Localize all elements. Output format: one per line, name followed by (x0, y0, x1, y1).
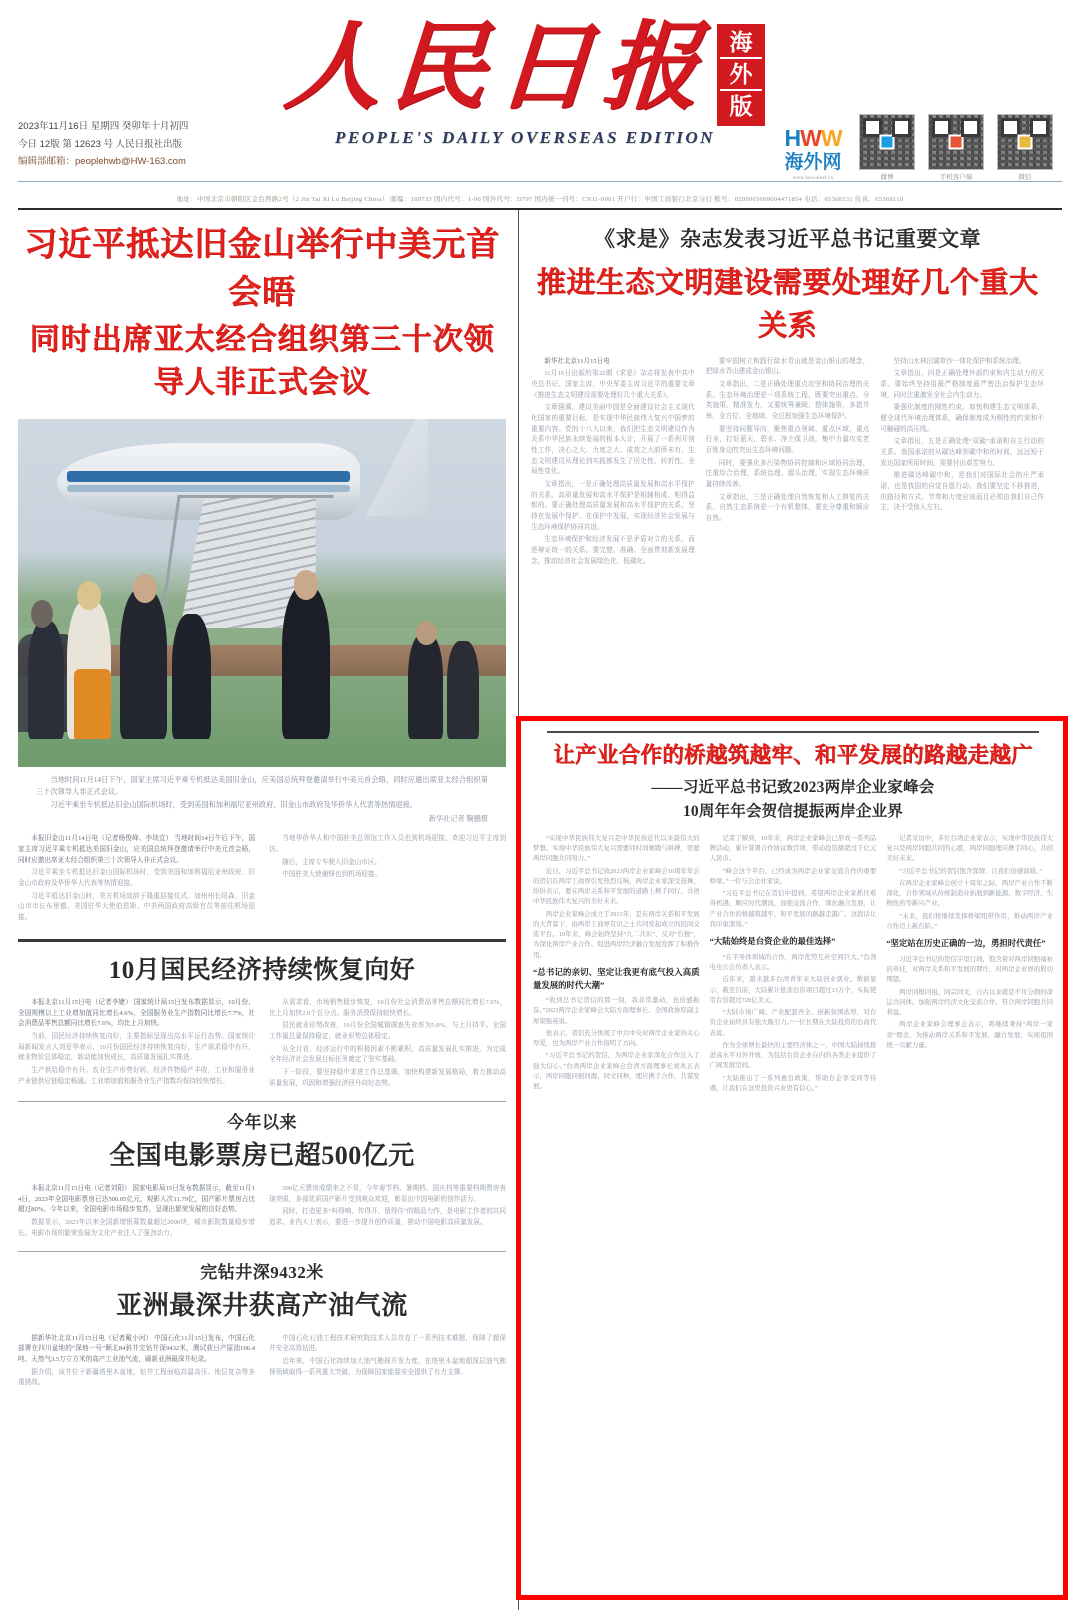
story-3-col-2 (269, 1334, 506, 1391)
redbox-subtitle-line1: ——习近平总书记致2023两岸企业家峰会 (651, 778, 935, 796)
qr-center-weibo (880, 135, 895, 150)
hww-url: www.haiwainet.cn (792, 176, 834, 181)
figure-2-head (77, 581, 101, 611)
qr-image-app (928, 114, 984, 170)
hww-name-cn: 海外网 (784, 152, 842, 174)
story-paragraph: 从需求看，市场销售稳步恢复，10月份社会消费品零售总额同比增长7.6%，比上月加快2.0个百分点。服务消费保持较快增长。 (269, 999, 506, 1017)
lead-headline[interactable] (18, 210, 506, 405)
lead-paragraph: 习近平抵达旧金山时，美方机场致辞于隆重迎接仪式。加州州长纽森、旧金山市市长布里德、美国驻华大使伯恩斯、中美两国政府高级官员等前往机场迎接。 (18, 892, 255, 921)
story-2-col-2 (269, 1184, 506, 1241)
qr-center-wechat (1018, 135, 1033, 150)
qr-center-app (949, 135, 964, 150)
story-1-col-1 (18, 998, 255, 1091)
story-1-col-2 (269, 998, 506, 1091)
publication-info (18, 18, 273, 171)
story-paragraph: 生产供给稳中有升。农业生产形势好转，经济作物稳产丰收，工业和服务业产业链供应链稳定畅通。工业增加值和服务业生产指数均保持较快增长。 (18, 1067, 255, 1085)
redbox-paragraph: 记者了解到，10年来，两岸企业家峰会已形成一系列品牌活动，累计签署合作协议数百项，带动投资额超过千亿元人民币。 (709, 834, 877, 863)
hww-letters (784, 125, 841, 152)
right-paragraph: 要强化制度的刚性约束，加快构建生态文明体系，健全现代环境治理体系，确保制度成为刚性的约束和不可触碰的高压线。 (880, 404, 1045, 433)
right-body-col-2 (706, 357, 870, 570)
right-paragraph: 要坚持问题导向，聚焦重点领域、重点区域、重点行业，打好蓝天、碧水、净土保卫战，集中力量攻克老百姓身边的突出生态环境问题。 (705, 425, 870, 454)
redbox-paragraph: 他表示，贺信充分体现了中共中央对两岸企业家的关心厚爱，也为两岸产业合作指明了方向。 (533, 1029, 700, 1048)
story-3-body (18, 1334, 506, 1391)
story-paragraph: 中国石化石油工程技术研究院技术人员攻克了一系列技术难题，保障了超深井安全高效钻进。 (269, 1334, 506, 1353)
lead-paragraph: 中国驻美大使谢锋也到机场迎接。 (282, 871, 382, 879)
right-paragraph: 文章指出，二是正确处理重点攻坚和协同治理的关系。生态环境治理是一项系统工程，既要突出重点、分类施策、精准发力，又要统筹兼顾、整体施策、多措并举，全方位、全地域、全过程加强生态环境保护。 (705, 380, 870, 420)
redbox-subtitle-line2: 10周年年会贺信提振两岸企业界 (682, 802, 903, 820)
right-headline: 推进生态文明建设需要处理好几个重大关系 (536, 266, 1039, 342)
story-paragraph: 据介绍，该井位于新疆塔里木盆地，钻井工程面临高温高压、地层复杂等多重挑战。 (18, 1368, 255, 1387)
right-dateline: 新华社北京11月15日电 (544, 357, 610, 365)
hww-logo[interactable] (777, 125, 849, 181)
figure-1-head (31, 600, 53, 628)
redbox-paragraph: 作为全球增长最快的主要经济体之一，中国大陆持续推进高水平对外开放，为包括台资企业在内的各类企业提供了广阔发展空间。 (709, 1041, 877, 1070)
redbox-paragraph: 在两岸企业家峰会创立十周年之际，两岸产业合作不断深化，合作领域从传统制造业拓展到新能源、数字经济、生物医药等新兴产业。 (886, 879, 1054, 908)
redbox-paragraph: “峰会这个平台，已经成为两岸企业家交流合作的重要桥梁。”一位与会企业家说。 (709, 867, 877, 885)
lead-paragraph: 本报旧金山11月14日电（记者杨俊峰、李琰宜） 当地时间14日午后下午，国家主席习近平乘专机抵达美国旧金山，应美国总统拜登邀请举行中美元首会晤，同时应邀出席亚太经合组织第三十次领导人非正式会议。 (18, 835, 255, 864)
redbox-paragraph: “在半导体领域的合作，两岸优势互补空间巨大。”台湾电电公会负责人表示。 (709, 953, 877, 972)
newspaper-title-en: PEOPLE'S DAILY OVERSEAS EDITION (335, 128, 715, 147)
right-paragraph: 要牢固树立和践行绿水青山就是金山银山的理念，把绿水青山建成金山银山。 (705, 357, 870, 376)
lead-headline-line2: 同时出席亚太经合组织第三十次领导人非正式会议 (29, 322, 495, 400)
redbox-paragraph: 近日，习近平总书记致2023两岸企业家峰会10周年年会的贺信在两岸工商界引发热烈反响，两岸企业家深受鼓舞，纷纷表示，要在两岸关系和平发展的道路上携手同行，共创中华民族伟大复兴的美好未来。 (533, 867, 700, 906)
lead-paragraph: 当地华侨华人和中国驻美总领馆工作人员也到机场迎接，欢迎习近平主席到访。 (269, 835, 506, 853)
qr-code-wechat[interactable] (994, 114, 1056, 181)
right-paragraph: 文章指出，一是正确处理高质量发展和高水平保护的关系。高质量发展和高水平保护是相辅相成、相得益彰的。要正确处理高质量发展和高水平保护的关系，坚持在发展中保护、在保护中发展，实现经济社会发展与生态环境保护协同共进。 (531, 480, 695, 531)
story-paragraph: 从全月看，经济运行中的积极因素不断累积，高质量发展扎实推进，为完成全年经济社会发展目标任务奠定了坚实基础。 (269, 1045, 506, 1064)
redbox-paragraph: “习近平总书记的贺信饱含深情，让我们倍感温暖。” (899, 867, 1043, 875)
right-paragraph: 文章指出，五是正确处理“双碳”承诺和自主行动的关系。我国承诺的从碳达峰到碳中和的时间，远远短于发达国家所用时间，需要付出艰苦努力。 (880, 438, 1045, 467)
right-headline-block[interactable] (531, 210, 1044, 349)
masthead-digital-block (777, 18, 1062, 181)
figure-3 (120, 589, 166, 739)
figure-7 (447, 641, 479, 738)
lead-photo (18, 419, 506, 767)
redbox-subtitle (533, 776, 1053, 824)
plane-stripe-blue (67, 471, 350, 482)
redbox-paragraph: “大陆市场广阔、产业配套齐全、创新氛围浓厚，对台资企业始终具有强大吸引力。”一位长期在大陆投资的台商代表说。 (709, 1009, 877, 1037)
story-paragraph: 本报北京11月15日电（记者刘阳） 国家电影局15日发布数据显示，截至11月14日，2023年全国电影票房已达500.05亿元，观影人次11.79亿，国产影片票房占比超过80%。今年以来，全国电影市场稳步复苏，呈现出繁荣发展的良好态势。 (18, 1184, 255, 1214)
publication-issue: 今日 12版 第 12623 号 人民日报社出版 (18, 138, 183, 150)
redbox-paragraph: “未来，我们将继续发挥桥梁纽带作用，推动两岸产业合作迈上新台阶。” (886, 912, 1054, 930)
story-paragraph: 下一阶段，要坚持稳中求进工作总基调，加快构建新发展格局，着力推动高质量发展，巩固和增强经济回升向好态势。 (269, 1069, 506, 1087)
redbox-paragraph: “习近平总书记在贺信中提到，希望两岸企业家抓住难得机遇，顺应时代潮流，加强交流合作，深化融合发展，让产业合作的桥越筑越牢、和平发展的路越走越广。这段话让我印象深刻。” (709, 890, 877, 928)
story-paragraph: 同时，打造更多“叫得响、传得开、留得住”的精品力作，是电影工作者的共同追求。业内人士表示，要进一步提升创作质量，推动中国电影高质量发展。 (269, 1208, 506, 1226)
figure-6 (408, 634, 442, 738)
story-paragraph: 据新华社北京11月15日电（记者戴小河） 中国石化11月15日发布，中国石化部署在四川盆地的“深地一号”顺北84斜井完钻井深9432米，测试获日产原油106.4吨、天然气3.5万立方米的高产工业油气流，刷新亚洲最深井纪录。 (18, 1334, 255, 1364)
photo-credit: 新华社记者 鞠鹏摄 (428, 814, 488, 823)
qr-caption-wechat: 微信 (1018, 174, 1032, 181)
qr-caption-app: 手机客户端 (939, 174, 973, 181)
qr-code-app[interactable] (925, 114, 987, 181)
qr-code-weibo[interactable] (856, 114, 918, 181)
right-paragraph: 文章指出，四是正确处理外部约束和内生动力的关系。要始终坚持用最严格制度最严密法治保护生态环境，同时注重激发全社会内生动力。 (880, 370, 1045, 399)
redbox-col-1 (533, 834, 700, 1096)
right-paragraph: 文章强调，建设美丽中国是全面建设社会主义现代化国家的重要目标，是实现中华民族伟大复兴中国梦的重要内容。党的十八大以来，我们把生态文明建设作为关系中华民族永续发展的根本大计，开展了一系列开创性工作，决心之大、力度之大、成效之大前所未有，生态文明建设从理论到实践都发生了历史性、转折性、全局性变化。 (531, 404, 695, 476)
redbox-headline: 让产业合作的桥越筑越牢、和平发展的路越走越广 (553, 743, 1033, 767)
masthead-divider (18, 181, 1062, 182)
figure-5 (282, 586, 331, 739)
right-paragraph: 推进碳达峰碳中和，是我们对国际社会的庄严承诺，也是我国的自觉自愿行动。我们要坚定不移推进，但路径和方式、节奏和力度应该而且必须由我们自己作主，决不受他人左右。 (880, 472, 1045, 512)
story-paragraph: 数据显示，2023年以来全国新增银幕数量超过2000块，城市影院数量稳步增长。电影市场的繁荣发展为文化产业注入了强劲动力。 (18, 1218, 255, 1237)
hww-letter-w1: W (800, 125, 821, 152)
right-body-col-1 (531, 357, 695, 570)
figure-1 (28, 621, 65, 739)
photo-caption-line-1: 当地时间11月14日下午，国家主席习近平乘专机抵达美国旧金山，应美国总统拜登邀请举行中美元首会晤，同时应邀出席亚太经合组织第三十次领导人非正式会议。 (36, 775, 488, 797)
redbox-paragraph: “收到总书记贺信的那一刻，我非常激动，也倍感振奋。”2023两岸企业家峰会大陆方面理事长、全国政协原副主席梁振英说。 (533, 997, 700, 1025)
redbox-paragraph: 近年来，越来越多台湾青年来大陆创业就业。数据显示，截至目前，大陆累计批准台资项目超过13万个，实际使用台资超过720亿美元。 (709, 976, 877, 1004)
story-paragraph: 本报北京11月15日电（记者李婕） 国家统计局15日发布数据显示，10月份，全国规模以上工业增加值同比增长4.6%，全国服务业生产指数同比增长7.7%，社会消费品零售总额同比增长7.6%，均比上月加快。 (18, 999, 255, 1028)
publication-date: 2023年11月16日 星期四 癸卯年十月初四 (18, 121, 189, 132)
story-3-kicker: 完钻井深9432米 (200, 1263, 324, 1283)
story-divider (18, 939, 506, 942)
story-1-headline[interactable]: 10月国民经济持续恢复向好 (108, 956, 416, 984)
redbox-paragraph: 两岸企业家峰会理事会表示，将继续秉持“两岸一家亲”理念，为推动两岸关系和平发展、融合发展、实现祖国统一贡献力量。 (886, 1021, 1054, 1049)
highlighted-article-box[interactable] (516, 716, 1068, 1600)
story-paragraph: 近年来，中国石化持续加大油气勘探开发力度，在塔里木盆地超深层油气勘探领域取得一系列重大突破，为保障国家能源安全提供了有力支撑。 (269, 1358, 506, 1376)
story-3-headline[interactable]: 亚洲最深井获高产油气流 (116, 1290, 408, 1320)
lead-paragraph: 随后，主席专车驶入旧金山市区。 (282, 858, 382, 866)
lead-photo-wrapper (18, 419, 506, 826)
story-paragraph: 当前，国民经济持续恢复向好，主要指标呈现出高水平运行态势。国家统计局新闻发言人刘爱华表示，10月份国民经济持续恢复向好，生产需求稳中有升，就业物价总体稳定，新动能加快成长，高质量发展扎实推进。 (18, 1033, 255, 1062)
overseas-edition-badge (717, 24, 765, 126)
figure-6-head (416, 621, 436, 645)
right-paragraph: 文章指出，三是正确处理自然恢复和人工修复的关系。自然生态系统是一个有机整体，要充分尊重和顺应自然。 (705, 493, 870, 522)
photo-caption-line-2: 习近平乘坐专机抵达旧金山国际机场时，受到美国和加利福尼亚州政府、旧金山市政府及华侨华人代表等热情迎接。 (50, 801, 417, 810)
badge-char-1: 海 (720, 27, 762, 59)
redbox-subhead: “坚定站在历史正确的一边，勇担时代责任” (886, 939, 1046, 949)
plane-stripe-grey (67, 485, 350, 493)
story-2-body (18, 1184, 506, 1241)
redbox-col-2 (710, 834, 877, 1096)
redbox-paragraph: 两岸同根同祖、同宗同文，自古以来就是不可分割的命运共同体。加强两岸经济文化交流合作，符合两岸同胞共同利益。 (886, 988, 1054, 1017)
qr-image-weibo (859, 114, 915, 170)
right-paragraph: 11月16日出版的第22期《求是》杂志将发表中共中央总书记、国家主席、中央军委主席习近平的重要文章《推进生态文明建设需要处理好几个重大关系》。 (531, 370, 695, 399)
redbox-subhead: “总书记的亲切、坚定让我更有底气投入高质量发展的时代大潮” (533, 967, 700, 990)
lead-paragraph: 习近平乘坐专机抵达旧金山国际机场时，受到美国和加利福尼亚州政府、旧金山市政府及华侨华人代表等热情迎接。 (18, 869, 255, 887)
story-2-col-1 (18, 1184, 255, 1241)
right-kicker: 《求是》杂志发表习近平总书记重要文章 (594, 227, 981, 251)
right-story-body (531, 357, 1044, 570)
badge-char-3: 版 (720, 91, 762, 123)
newspaper-title-cn: 人民日报 (281, 14, 713, 121)
redbox-paragraph: “大陆推出了一系列惠台政策，帮助台企享受同等待遇，让我们在这里投资兴业更有信心。” (709, 1074, 877, 1092)
story-1-body (18, 998, 506, 1091)
lead-body-col-1 (18, 834, 255, 925)
figure-4 (172, 614, 211, 739)
hww-letter-h: H (784, 125, 801, 152)
redbox-paragraph: 记者采访中，多位台湾企业家表示，实现中华民族伟大复兴是两岸同胞共同的心愿，两岸同胞理应携手同心，共创美好未来。 (886, 834, 1054, 863)
license-strip: 地址：中国北京市朝阳区金台西路2号（2 Jin Tai Xi Lu Beijing China） 邮编：100733 国内代号：1-96 国外代号：D797 国内统一刊号：CN11-0001 开户行：中国工商银行北京分行 账号：0200003609004471854 电话：65368131 传真：65368110 (18, 190, 1062, 210)
redbox-body (533, 834, 1053, 1096)
hww-letter-w2: W (820, 125, 842, 152)
story-divider (18, 1101, 506, 1102)
redbox-paragraph: 两岸企业家峰会成立于2013年，是在两岸关系和平发展的大背景下，由两岸工商界有识之士共同发起成立的民间交流平台。10年来，峰会始终坚持“九二共识”、反对“台独”，为深化两岸产业合作、促进两岸经济融合发展发挥了积极作用。 (533, 910, 700, 959)
right-paragraph: 同时，要强化多污染物协同控制和区域协同治理，注重综合治理、系统治理、源头治理，实现生态环境质量持续改善。 (705, 459, 870, 488)
story-2-headline[interactable]: 全国电影票房已超500亿元 (109, 1140, 415, 1170)
story-3-col-1 (18, 1334, 255, 1391)
left-column (18, 210, 518, 1610)
qr-caption-weibo: 微博 (880, 174, 894, 181)
redbox-col-3 (886, 834, 1053, 1096)
masthead (0, 0, 1080, 190)
redbox-subhead: “大陆始终是台资企业的最佳选择” (709, 937, 836, 947)
figure-5-head (294, 570, 318, 600)
qr-image-wechat (997, 114, 1053, 170)
figure-2-skirt (74, 669, 111, 739)
logo-row (281, 14, 765, 126)
editorial-email: 编辑部邮箱：peoplehwb@HW-163.com (18, 156, 186, 168)
redbox-paragraph: “实现中华民族伟大复兴是中华民族近代以来最伟大的梦想。实现中华民族伟大复兴需要同时间赛跑与拼搏，需要两岸同胞共同努力。” (533, 834, 700, 863)
redbox-paragraph: 习近平总书记的贺信字里行间，饱含着对两岸同胞福祉的牵挂，对两岸关系和平发展的期许，对两岸企业界的殷切期望。 (886, 955, 1054, 984)
photo-caption (18, 767, 506, 826)
right-body-col-3 (880, 357, 1044, 570)
lead-headline-line1: 习近平抵达旧金山举行中美元首会晤 (24, 227, 500, 311)
story-divider (18, 1251, 506, 1252)
lead-story-body (18, 834, 506, 925)
figure-3-head (133, 574, 157, 604)
story-2-kicker: 今年以来 (227, 1113, 297, 1133)
right-paragraph: 坚持山水林田湖草沙一体化保护和系统治理。 (893, 357, 1026, 365)
masthead-title-block (273, 14, 777, 148)
story-paragraph: 500亿元票房成绩来之不易，今年春节档、暑期档、国庆档等重要档期票房表现亮眼，多部优质国产影片受到观众欢迎，彰显出中国电影的创作活力。 (269, 1184, 506, 1203)
story-paragraph: 居民就业形势改善，10月份全国城镇调查失业率为5.0%，与上月持平。全国工作量总量保持稳定，就业形势总体稳定。 (269, 1022, 506, 1041)
right-paragraph: 生态环境保护和经济发展不是矛盾对立的关系，而是辩证统一的关系。要完整、准确、全面贯彻新发展理念，推动经济社会发展绿色化、低碳化。 (531, 536, 695, 565)
redbox-top-rule (547, 731, 1039, 733)
redbox-paragraph: “习近平总书记的贺信，为两岸企业家深化合作注入了强大信心。”台湾两岸企业家峰会台湾方面理事长刘兆玄表示，两岸同胞同根同源、同文同种，理应携手合作、共谋发展。 (533, 1052, 700, 1091)
lead-body-col-2 (269, 834, 506, 925)
badge-char-2: 外 (720, 59, 762, 91)
